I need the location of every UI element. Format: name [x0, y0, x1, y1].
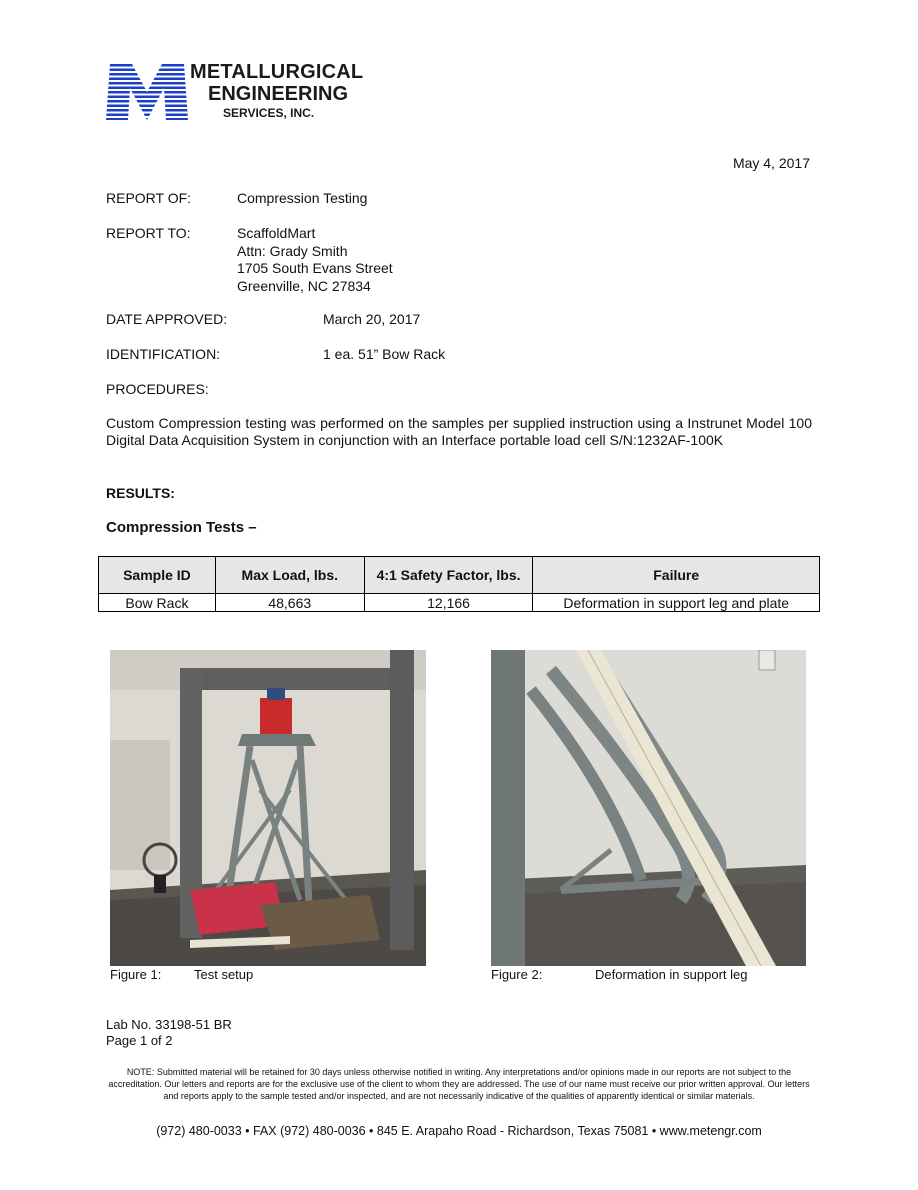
- figure-1-caption: Test setup: [194, 967, 254, 982]
- address-line: Attn: Grady Smith: [237, 242, 348, 259]
- page-number: Page 1 of 2: [106, 1033, 173, 1048]
- address-line: ScaffoldMart: [237, 225, 316, 241]
- figure-2-photo: [491, 650, 806, 966]
- table-header-row: [99, 557, 820, 594]
- company-logo: [106, 62, 386, 124]
- column-header-max-load: Max Load, lbs.: [215, 557, 364, 594]
- report-to-label: REPORT TO:: [106, 225, 191, 241]
- report-of-label: REPORT OF:: [106, 190, 192, 206]
- report-of-value: Compression Testing: [237, 190, 368, 206]
- disclaimer-note: NOTE: Submitted material will be retained for 30 days unless otherwise notified in writing. Any interpretations and/or opinions made in our reports are not subject to the accreditation. Our letters and reports are for the exclusive use of the client to whom they are addressed. The use of our name must receive our prior written approval. Our letters and reports apply to the sample tested and/or inspected, and are not necessarily indicative of the qualities of apparently identical or similar materials.: [108, 1067, 810, 1101]
- logo-line-2: ENGINEERING: [208, 83, 349, 105]
- report-date: May 4, 2017: [732, 155, 810, 171]
- figure-1-number: Figure 1:: [110, 967, 162, 982]
- results-heading: RESULTS:: [106, 485, 175, 501]
- column-header-failure: Failure: [533, 557, 820, 594]
- column-header-sample-id: Sample ID: [99, 557, 216, 594]
- logo-mark-icon: [106, 64, 188, 120]
- cell-max-load: 48,663: [215, 594, 364, 612]
- procedures-text: Custom Compression testing was performed on the samples per supplied instruction using a Instrunet Model 100 Digital Data Acquisition System in conjunction with an Interface portable load cell S/N:1232AF-100K: [106, 415, 812, 448]
- results-table: [98, 556, 820, 612]
- figure-2-number: Figure 2:: [491, 967, 543, 982]
- date-approved-label: DATE APPROVED:: [106, 311, 228, 327]
- logo-line-3: SERVICES, INC.: [223, 106, 315, 120]
- identification-label: IDENTIFICATION:: [106, 346, 221, 362]
- cell-safety-factor: 12,166: [364, 594, 533, 612]
- lab-number: Lab No. 33198-51 BR: [106, 1017, 232, 1032]
- compression-tests-heading: Compression Tests –: [106, 519, 257, 536]
- figure-1-photo: [110, 650, 426, 966]
- lab-info: [106, 1017, 232, 1049]
- cell-sample-id: Bow Rack: [99, 594, 216, 612]
- report-to-address: [237, 225, 393, 295]
- table-row: [99, 594, 820, 612]
- logo-line-1: METALLURGICAL: [190, 61, 364, 83]
- column-header-safety-factor: 4:1 Safety Factor, lbs.: [364, 557, 533, 594]
- cell-failure: Deformation in support leg and plate: [533, 594, 820, 612]
- logo-text: [190, 62, 363, 119]
- figure-2-caption: Deformation in support leg: [595, 967, 748, 982]
- footer-contact: (972) 480-0033 • FAX (972) 480-0036 • 845 E. Arapaho Road - Richardson, Texas 75081 • www.metengr.com: [156, 1124, 762, 1138]
- procedures-label: PROCEDURES:: [106, 381, 209, 397]
- address-line: Greenville, NC 27834: [237, 277, 371, 294]
- deformation-image: [491, 650, 806, 966]
- identification-value: 1 ea. 51” Bow Rack: [323, 346, 446, 362]
- date-approved-value: March 20, 2017: [323, 311, 421, 327]
- address-line: 1705 South Evans Street: [237, 260, 393, 276]
- test-setup-image: [110, 650, 426, 966]
